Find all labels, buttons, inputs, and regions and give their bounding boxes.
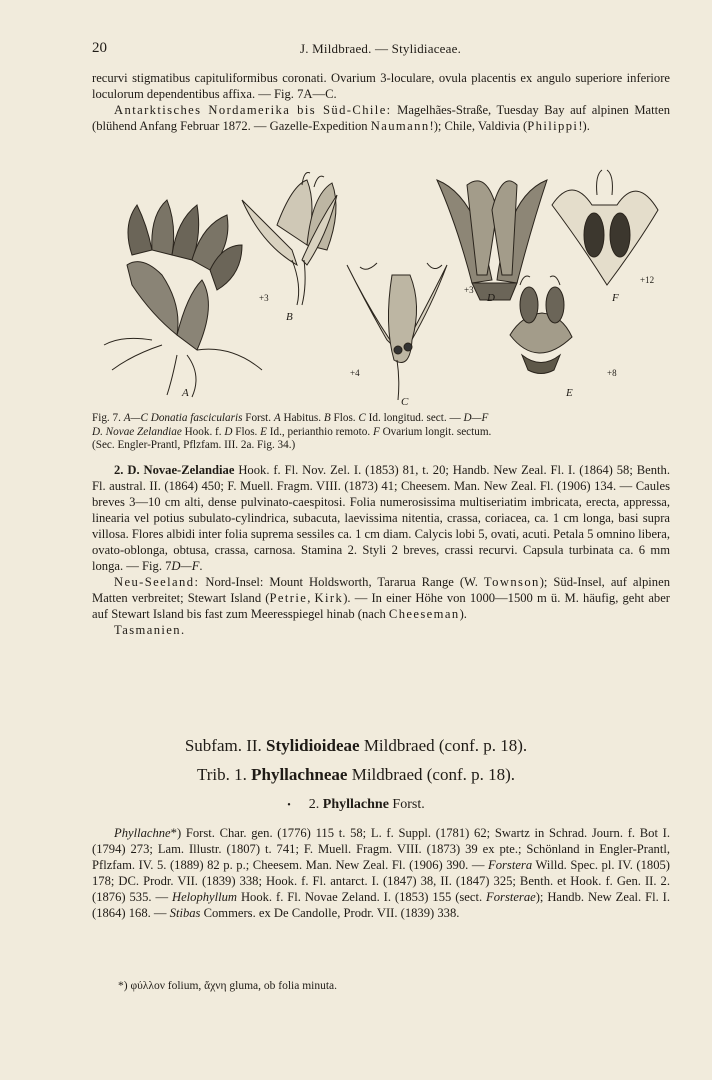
genus-author: Forst.	[388, 797, 425, 812]
species-p2-b: ); Süd-Insel, auf alpinen Matten verbreitet; Stewart Island (	[92, 575, 670, 605]
figure-label-a: A	[182, 387, 189, 399]
region-tasmanien: Tasmanien.	[114, 623, 186, 637]
intro-p2-end: !); Chile, Valdivia (	[429, 119, 528, 133]
magnification-d: +3	[464, 285, 474, 295]
caption-source: (Sec. Engler-Prantl, Pflzfam. III. 2a. Fig. 34.)	[92, 439, 296, 451]
genus-synonym-4: Forsterae	[486, 890, 536, 904]
figure-label-f: F	[612, 292, 619, 304]
habitus-illustration	[104, 200, 262, 397]
caption-sect: Id. longitud. sect. —	[365, 412, 464, 424]
collector-kirk: Kirk	[314, 591, 344, 605]
collector-naumann: Naumann	[370, 119, 430, 133]
figure-label-e: E	[566, 387, 573, 399]
region-label: Antarktisches Nordamerika bis Süd-Chile:	[114, 103, 392, 117]
figure-label-c: C	[401, 396, 409, 408]
figure-drawings	[92, 165, 670, 410]
caption-ref-a: A	[273, 412, 281, 424]
species-p2-d: ). — In einer Höhe von 1000—1500 m ü. M. häufig, geht aber auf Stewart Island bis fast zum Meeresspiegel hinab (nach	[92, 591, 670, 621]
genus-bullet: •	[287, 800, 291, 811]
genus-synonym-5: Stibas	[169, 906, 201, 920]
species-p2-e: ).	[459, 607, 467, 621]
caption-ovarium: Ovarium longit. sectum.	[379, 425, 492, 438]
collector-petrie: Petrie	[269, 591, 308, 605]
genus-heading	[0, 797, 712, 813]
caption-fig: Fig. 7.	[92, 412, 124, 424]
page-number: 20	[92, 40, 107, 56]
figure-label-d: D	[487, 292, 495, 304]
region-neu-seeland: Neu-Seeland:	[114, 575, 200, 589]
magnification-e: +8	[607, 368, 617, 378]
caption-line-3	[92, 439, 670, 453]
intro-paragraph-1	[92, 70, 670, 102]
species-fig-ref: D—F	[171, 559, 200, 573]
collector-townson: Townson	[483, 575, 540, 589]
flower-e-illustration	[510, 276, 572, 374]
subfam-name: Stylidioideae	[266, 736, 360, 755]
species-description: Hook. f. Fl. Nov. Zel. I. (1853) 81, t. 20; Handb. New Zeal. Fl. I. (1864) 58; Benth. Fl. austral. II. (1864) 450; F. Muell. Fragm. VIII. (1873) 41; Cheesem. Man. New Zeal. Fl. (1906) 134. — Caules breves 3—10 cm alti, dense pulvinato-caespitosi. Folia numerosissima multiseriatim imbricata, erecta, appressa, linearia vel potius subulato-cylindrica, subacuta, laevissima nitentia, crassa, coriacea, ca. 1 cm longa, basi supra villosa. Flores albidi inter folia suprema sessiles ca. 1 cm diam. Calycis lobi 5, ovati, acuti. Petala 5 omnino libera, ovato-oblonga, obtusa, crassa, carnosa. Stamina 2. Styli 2 breves, crassi recurvi. Capsula turbinata ca. 6 mm longa. — Fig. 7	[92, 463, 670, 573]
species-p2-c: ,	[307, 591, 315, 605]
botanical-figure	[92, 165, 670, 410]
caption-ref-b: B	[323, 412, 331, 424]
species-p1-end: .	[199, 559, 203, 573]
collector-cheeseman: Cheeseman	[388, 607, 460, 621]
flower-c-section-illustration	[347, 263, 447, 400]
genus-name: Phyllachne	[322, 797, 389, 812]
caption-line-1	[92, 412, 670, 426]
genus-number: 2.	[308, 797, 323, 812]
collector-philippi: Philippi	[527, 119, 579, 133]
genus-text-3: Hook. f. Fl. Novae Zeland. I. (1853) 155 (sect.	[237, 890, 487, 904]
magnification-f: +12	[640, 275, 655, 285]
subfam-suffix: Mildbraed (conf. p. 18).	[359, 736, 528, 755]
intro-text	[92, 70, 670, 134]
trib-prefix: Trib. 1.	[196, 765, 252, 784]
intro-p2-end2: !).	[578, 119, 590, 133]
caption-ref-d: D	[224, 425, 233, 438]
caption-auth-1: Forst.	[242, 412, 274, 424]
magnification-b: +3	[259, 293, 269, 303]
species-paragraph-2	[92, 574, 670, 622]
genus-synonym-2: Forstera	[488, 858, 533, 872]
intro-paragraph-2	[92, 102, 670, 134]
species-paragraph-3	[92, 622, 670, 638]
figure-label-b: B	[286, 311, 293, 323]
flower-d-illustration	[437, 180, 547, 300]
caption-perianth: Id., perianthio remoto.	[266, 425, 373, 438]
caption-line-2	[92, 426, 670, 440]
genus-text-5: Commers. ex De Candolle, Prodr. VII. (1839) 338.	[200, 906, 460, 920]
ovary-f-section-illustration	[552, 170, 658, 285]
genus-text-1: *) Forst. Char. gen. (1776) 115 t. 58; L. f. Suppl. (1781) 62; Swartz in Schrad. Journ. f. Bot I. (1794) 273; Lam. Illustr. (1807) t. 741; F. Muell. Fragm. VIII. (1873) 39 ex pte.; Schönland in Engler-Prantl, Pflzfam. IV. 5. (1889) 82 p. p.; Cheesem. Man. New Zeal. Fl. (1906) 390. —	[92, 826, 670, 872]
caption-ref-c: C	[358, 412, 366, 424]
caption-flos: Flos.	[330, 412, 359, 424]
genus-text-4: ); Handb. New Zeal. Fl. I. (1864) 168. —	[92, 890, 671, 920]
caption-flos-2: Flos.	[232, 425, 261, 438]
trib-suffix: Mildbraed (conf. p. 18).	[347, 765, 516, 784]
footnote: *) φύλλον folium, ἄχνη gluma, ob folia minuta.	[118, 980, 338, 992]
species-paragraph-1	[92, 462, 670, 574]
subfam-prefix: Subfam. II.	[184, 736, 267, 755]
flower-b-illustration	[242, 173, 337, 306]
genus-text-2: Willd. Spec. pl. IV. (1805) 178; DC. Prodr. VII. (1839) 338; Hook. f. Fl. antarct. I. (1847) 38, II. (1847) 325; Benth. et Hook. f. Gen. II. 2. (1876) 535. —	[92, 858, 670, 904]
species-number: 2. D.	[114, 463, 144, 477]
page-header	[92, 40, 667, 60]
magnification-c: +4	[350, 368, 360, 378]
subfamily-heading	[0, 736, 712, 756]
genus-synonym-3: Helophyllum	[171, 890, 238, 904]
caption-habitus: Habitus.	[280, 412, 324, 424]
caption-auth-2: Hook. f.	[181, 425, 225, 438]
figure-caption	[92, 412, 670, 453]
caption-ref-f: F	[372, 425, 380, 438]
caption-ref-e: E	[260, 425, 267, 438]
genus-text	[92, 825, 670, 921]
caption-species-2: D. Novae Zelandiae	[92, 425, 182, 438]
genus-paragraph	[92, 825, 670, 921]
intro-p1-text: recurvi stigmatibus capituliformibus coronati. Ovarium 3-loculare, ovula placentis ex angulo superiore inferiore loculorum dependentibus affixa. — Fig. 7A—C.	[92, 71, 670, 101]
running-head: J. Mildbraed. — Stylidiaceae.	[300, 41, 462, 56]
genus-synonym-1: Phyllachne	[114, 826, 171, 840]
species-p2-text: Nord-Insel: Mount Holdsworth, Tararua Range (W.	[199, 575, 484, 589]
tribe-heading	[0, 765, 712, 785]
intro-p2-text: Magelhães-Straße, Tuesday Bay auf alpinen Matten (blühend Anfang Februar 1872. — Gazelle-Expedition	[92, 103, 670, 133]
caption-species-1: A—C Donatia fascicularis	[123, 412, 243, 424]
caption-ref-df: D—F	[463, 412, 489, 424]
species-text	[92, 462, 670, 638]
species-name: Novae-Zelandiae	[143, 463, 235, 477]
trib-name: Phyllachneae	[251, 765, 348, 784]
